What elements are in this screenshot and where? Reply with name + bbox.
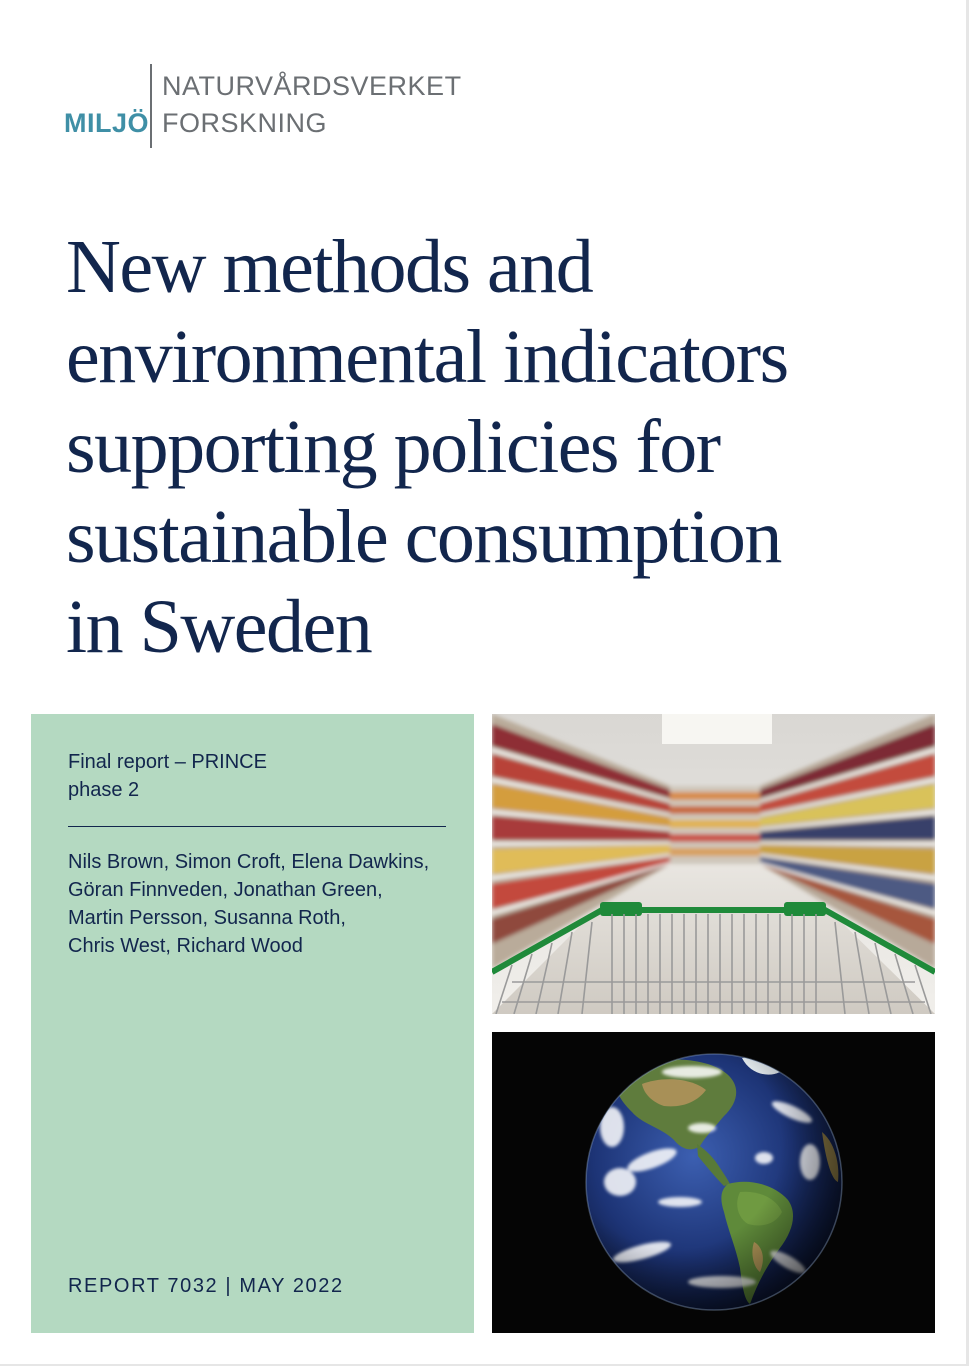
- report-title: New methods and environmental indicators supporting policies for sustainable consumption in Sweden: [66, 225, 788, 669]
- logo-miljo: MILJÖ: [64, 108, 150, 138]
- logo-forskning: FORSKNING: [162, 108, 328, 138]
- author-list: Nils Brown, Simon Croft, Elena Dawkins, Göran Finnveden, Jonathan Green, Martin Persson, Susanna Roth, Chris West, Richard Wood: [68, 851, 430, 957]
- logo-divider: [150, 64, 152, 148]
- earth-icon: [492, 1032, 935, 1333]
- supermarket-illustration: [492, 714, 935, 1014]
- supermarket-cart-image: [492, 714, 935, 1014]
- earth-image: [492, 1032, 935, 1333]
- report-info-panel: [31, 714, 474, 1333]
- logo-naturvardsverket: NATURVÅRDSVERKET: [162, 71, 462, 101]
- report-number-date: REPORT 7032 | MAY 2022: [68, 1275, 344, 1297]
- divider: [68, 826, 446, 827]
- report-subtitle: Final report – PRINCE phase 2: [68, 751, 267, 801]
